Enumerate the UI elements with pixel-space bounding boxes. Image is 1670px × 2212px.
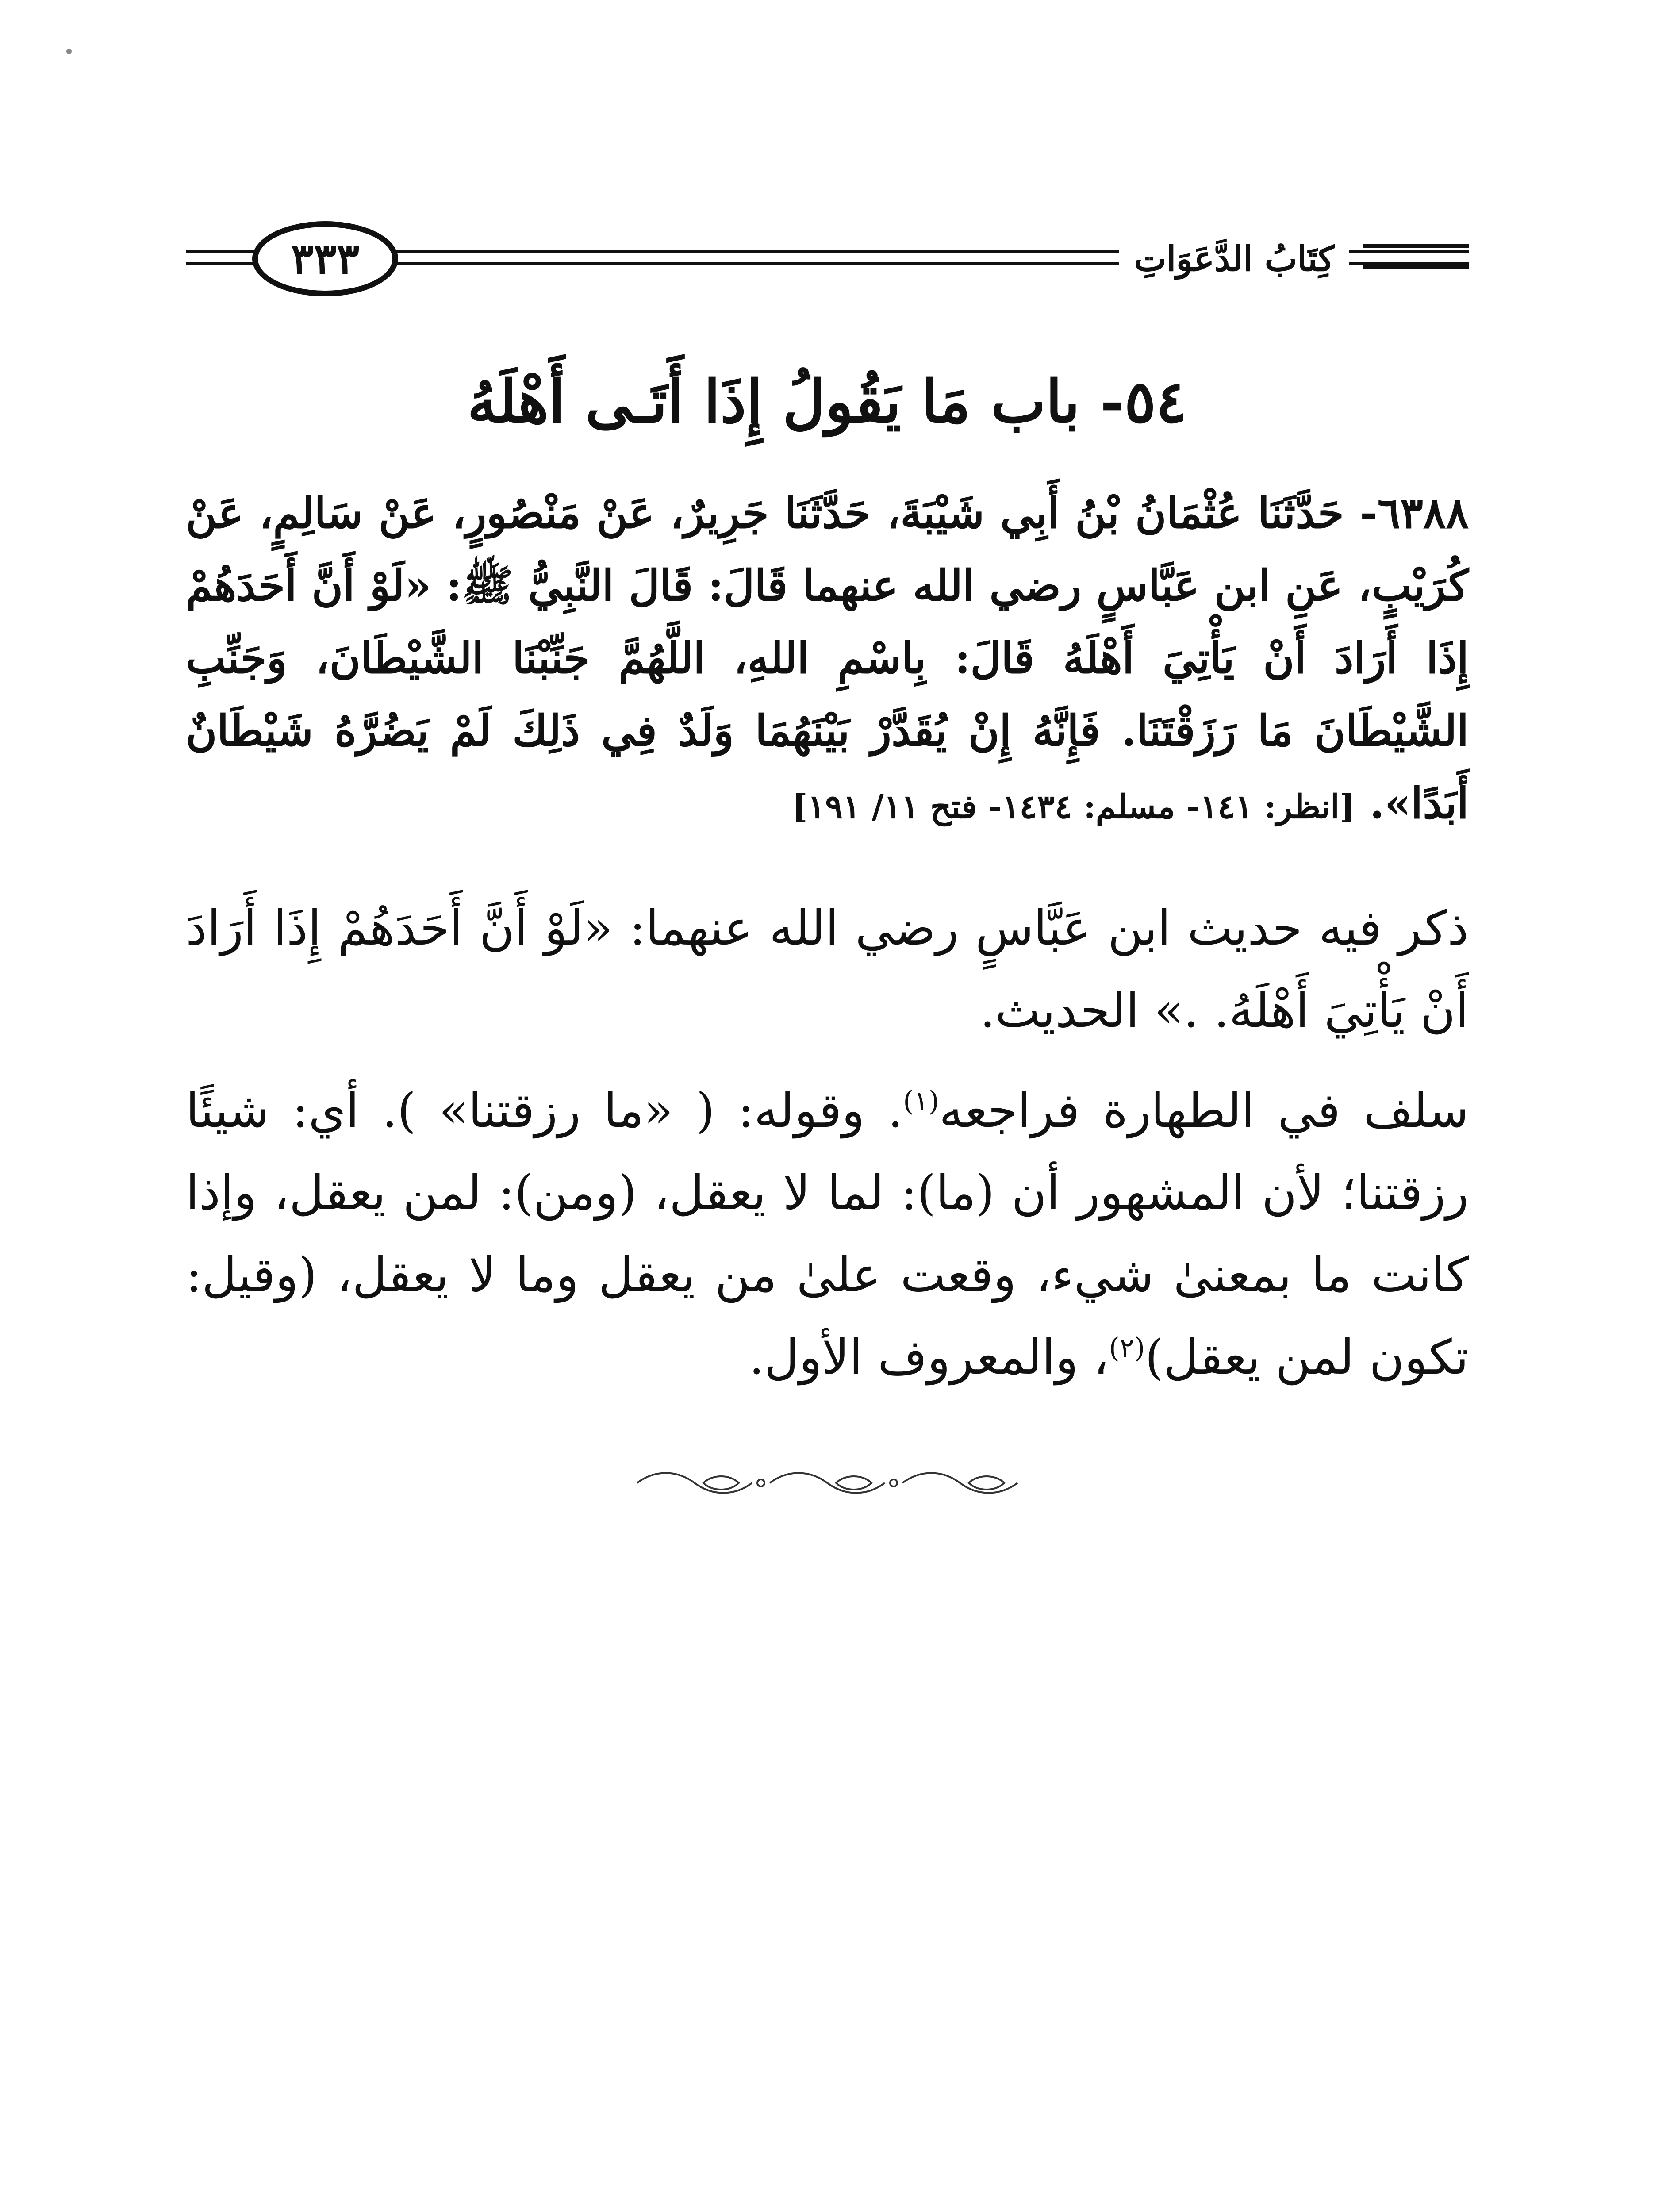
hadith-body: ٦٣٨٨- حَدَّثَنَا عُثْمَانُ بْنُ أَبِي شَيْبَةَ، حَدَّثَنَا جَرِيرٌ، عَنْ مَنْصُورٍ، عَنْ سَالِمٍ، عَنْ كُرَيْبٍ، عَنِ ابن عَبَّاسٍ رضي الله عنهما قَالَ: قَالَ النَّبِيُّ ﷺ: «لَوْ أَنَّ أَحَدَهُمْ إِذَا أَرَادَ أَنْ يَأْتِيَ أَهْلَهُ قَالَ: بِاسْمِ اللهِ، اللَّهُمَّ جَنِّبْنَا الشَّيْطَانَ، وَجَنِّبِ الشَّيْطَانَ مَا رَزَقْتَنَا. فَإِنَّهُ إِنْ يُقَدَّرْ بَيْنَهُمَا وَلَدٌ فِي ذَلِكَ لَمْ يَضُرَّهُ شَيْطَانٌ أَبَدًا». — [186, 488, 1469, 829]
commentary-text-part-2: . وقوله: ( «ما رزقتنا» ). أي: شيئًا رزقتنا؛ لأن المشهور أن (ما): لما لا يعقل، (ومن): لمن يعقل، وإذا كانت ما بمعنىٰ شيء، وقعت علىٰ من يعقل وما لا يعقل، (وقيل: تكون لمن يعقل) — [186, 1083, 1469, 1386]
chapter-title: ٥٤- باب مَا يَقُولُ إِذَا أَتَـى أَهْلَهُ — [467, 368, 1187, 436]
page-number-badge — [252, 221, 398, 296]
commentary-paragraph-1: ذكر فيه حديث ابن عَبَّاسٍ رضي الله عنهما: «لَوْ أَنَّ أَحَدَهُمْ إِذَا أَرَادَ أَنْ يَأْتِيَ أَهْلَهُ. .» الحديث. — [186, 901, 1469, 1039]
header-rule-end-bottom — [1363, 265, 1469, 269]
hadith-text — [186, 477, 1469, 843]
commentary-text-part-3: ، والمعروف الأول. — [749, 1330, 1109, 1386]
floral-ornament-icon — [628, 1465, 1026, 1501]
section-ornament — [186, 1465, 1469, 1501]
footnote-marker-2: (٢) — [1109, 1332, 1145, 1364]
running-header — [186, 212, 1469, 310]
header-rule-end-top — [1363, 244, 1469, 248]
footnote-marker-1: (١) — [903, 1085, 939, 1118]
hadith-reference: [انظر: ١٤١- مسلم: ١٤٣٤- فتح ١١/ ١٩١] — [792, 788, 1355, 826]
commentary-paragraph-2 — [186, 1070, 1469, 1399]
book-title: كِتَابُ الدَّعَوَاتِ — [1119, 233, 1349, 286]
scan-speck — [66, 49, 72, 54]
commentary-text-part-1: سلف في الطهارة فراجعه — [939, 1083, 1469, 1139]
page-content — [186, 336, 1469, 1501]
page-number: ٣٣٣ — [291, 234, 360, 284]
